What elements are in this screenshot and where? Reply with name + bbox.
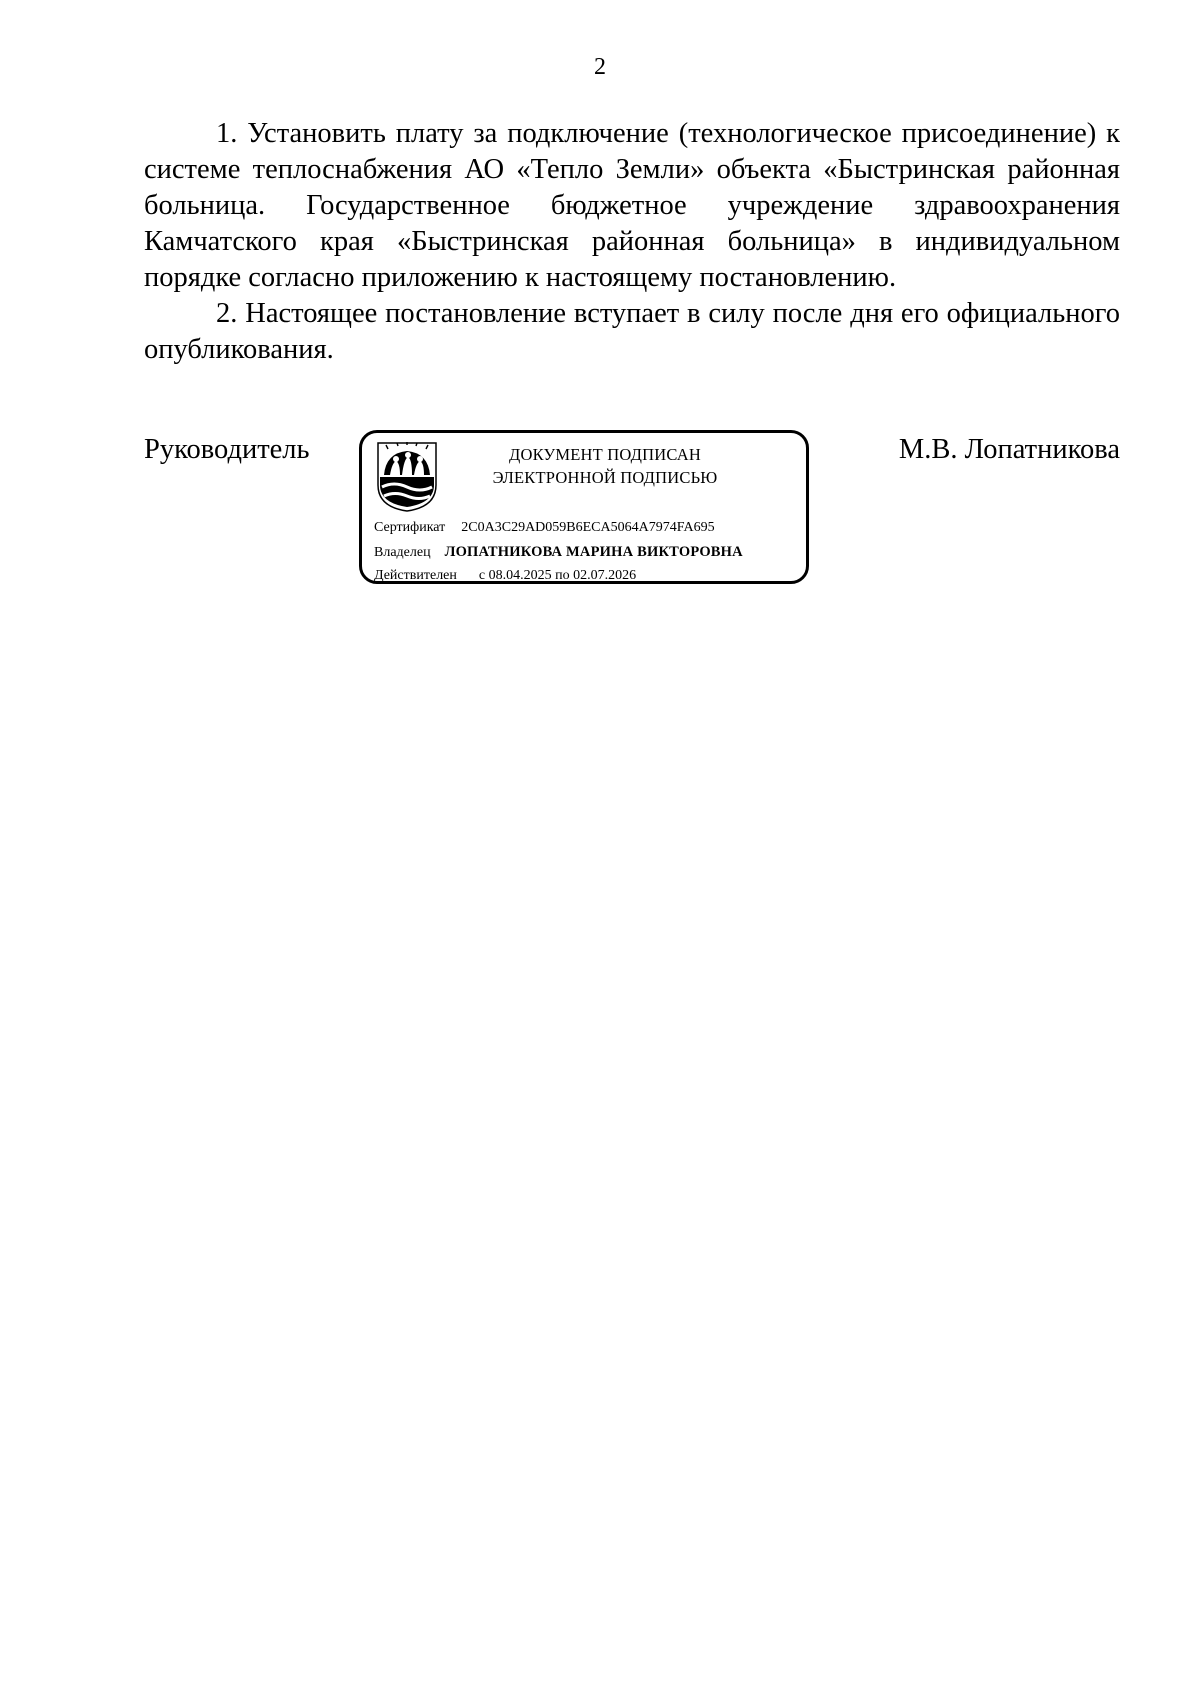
- signer-name: М.В. Лопатникова: [898, 434, 1120, 465]
- signature-block: [144, 432, 1120, 592]
- paragraph-2: 2. Настоящее постановление вступает в силу после дня его официального опубликования.: [144, 298, 1120, 365]
- signer-position: Руководитель: [144, 434, 310, 465]
- paragraph-1: 1. Установить плату за подключение (технологическое присоединение) к системе теплоснабжения АО «Тепло Земли» объекта «Быстринская районная больница. Государственное бюджетное учреждение здравоохранения Камчатского края «Быстринская районная больница» в индивидуальном порядке согласно приложению к настоящему постановлению.: [144, 118, 1120, 293]
- owner-value: ЛОПАТНИКОВА МАРИНА ВИКТОРОВНА: [444, 544, 743, 560]
- stamp-validity-row: [374, 567, 636, 585]
- validity-label: Действителен: [374, 568, 457, 583]
- document-body: [144, 116, 1120, 368]
- validity-value: с 08.04.2025 по 02.07.2026: [478, 568, 637, 583]
- owner-label: Владелец: [374, 545, 431, 560]
- stamp-heading-line-2: ЭЛЕКТРОННОЙ ПОДПИСЬЮ: [492, 468, 718, 487]
- coat-of-arms-icon: [374, 441, 440, 513]
- stamp-heading-line-1: ДОКУМЕНТ ПОДПИСАН: [509, 445, 701, 464]
- certificate-label: Сертификат: [374, 520, 446, 535]
- stamp-certificate-row: [374, 519, 715, 537]
- page-number: 2: [594, 54, 606, 80]
- electronic-signature-stamp: [359, 430, 809, 584]
- certificate-value: 2C0A3C29AD059B6ECA5064A7974FA695: [461, 520, 715, 535]
- stamp-heading: [440, 443, 770, 489]
- stamp-owner-row: [374, 543, 743, 562]
